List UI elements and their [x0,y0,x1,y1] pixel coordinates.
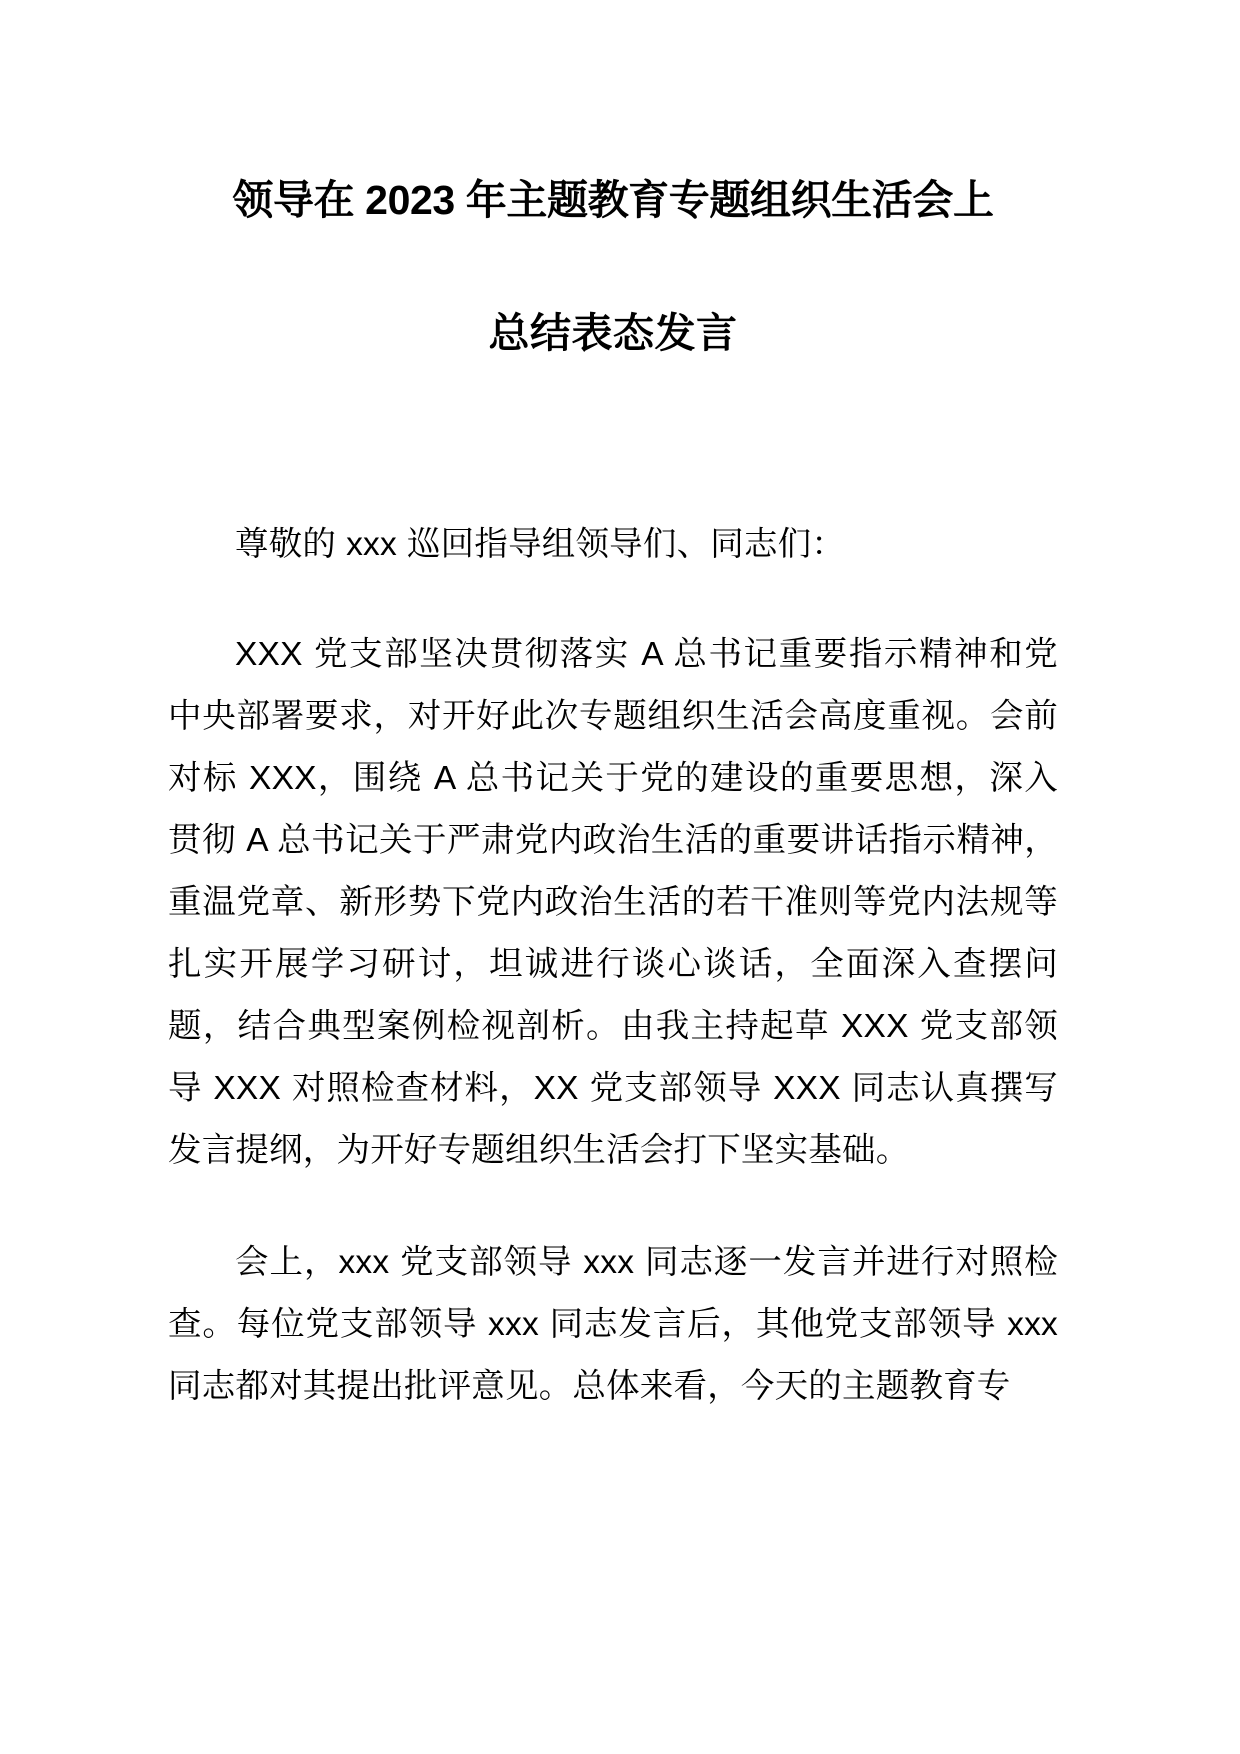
document-body [168,354,1058,1418]
spacer-between-paragraphs [168,1182,1058,1232]
title-line-2: 总结表态发言 [488,310,738,356]
body-paragraph-1: XXX 党支部坚决贯彻落实 A 总书记重要指示精神和党中央部署要求，对开好此次专题组织生活会高度重视。会前对标 XXX，围绕 A 总书记关于党的建设的重要思想，深入贯彻 A 总书记关于严肃党内政治生活的重要讲话指示精神，重温党章、新形势下党内政治生活的若干准则等党内法规等扎实开展学习研讨，坦诚进行谈心谈话，全面深入查摆问题，结合典型案例检视剖析。由我主持起草 XXX 党支部领导 XXX 对照检查材料，XX 党支部领导 XXX 同志认真撰写发言提纲，为开好专题组织生活会打下坚实基础。 [168,636,1058,1169]
spacer-after-salutation [168,576,1058,624]
title-line-1: 领导在 2023 年主题教育专题组织生活会上 [232,177,994,223]
body-paragraph-2: 会上，xxx 党支部领导 xxx 同志逐一发言并进行对照检查。每位党支部领导 xxx 同志发言后，其他党支部领导 xxx 同志都对其提出批评意见。总体来看，今天的主题教育专 [168,1244,1058,1405]
document-content [168,0,1058,1418]
salutation-line: 尊敬的 xxx 巡回指导组领导们、同志们： [235,526,846,563]
page-title [168,0,1058,354]
